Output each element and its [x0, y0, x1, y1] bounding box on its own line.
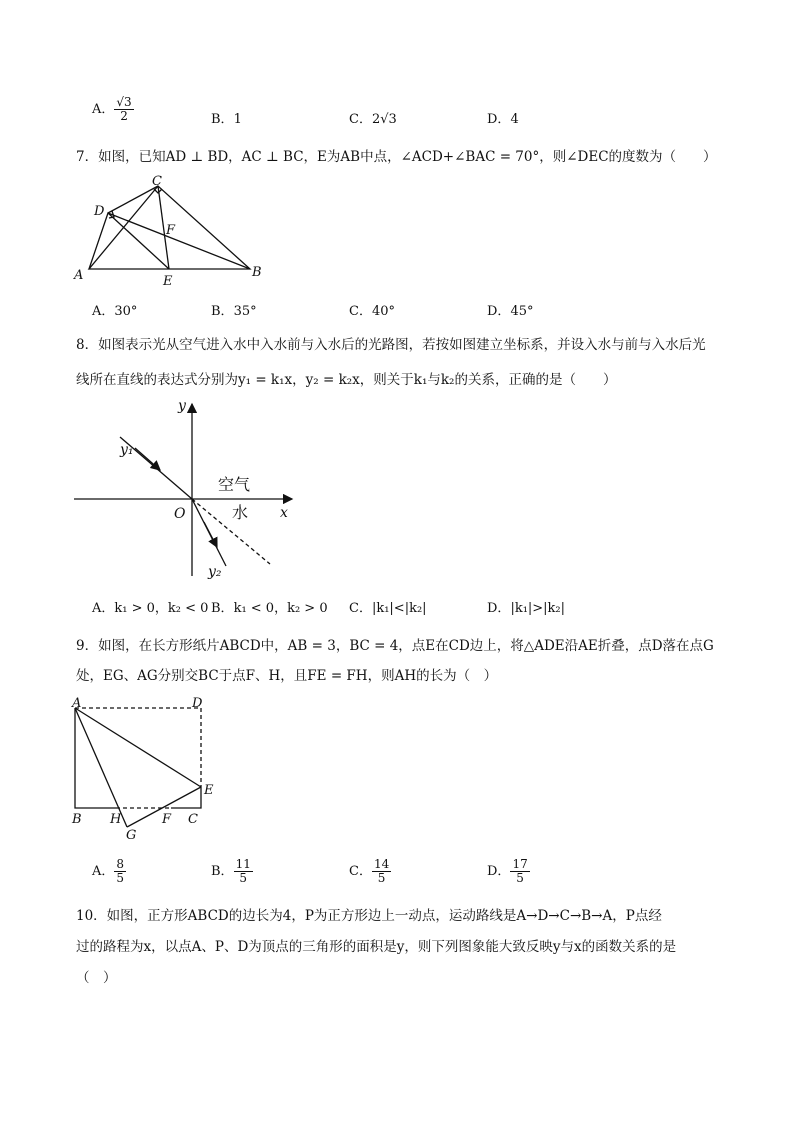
- q8-option-b: B．k₁ < 0，k₂ > 0: [211, 601, 328, 616]
- q8-line-extension: [192, 499, 270, 564]
- q7-label-d: D: [94, 204, 105, 219]
- q7-option-d: D．45°: [487, 304, 534, 319]
- q9-fold-line-ae: [75, 708, 201, 787]
- q9-label-e: E: [204, 783, 214, 798]
- q8-stem-line1: 8．如图表示光从空气进入水中入水前与入水后的光路图，若按如图建立坐标系，并设入水与前与入水后光: [76, 337, 706, 353]
- q7-figure: [70, 172, 280, 290]
- q8-label-o: O: [174, 506, 186, 522]
- q10-stem-line1: 10．如图，正方形ABCD的边长为4，P为正方形边上一动点，运动路线是A→D→C→B→A，P点经: [76, 908, 662, 924]
- q10-stem-line3: （ ）: [76, 970, 117, 986]
- q9-label-g: G: [126, 828, 137, 843]
- q8-figure: [70, 396, 310, 588]
- q6-option-d: D．4: [487, 112, 519, 127]
- q8-label-water: 水: [232, 503, 249, 522]
- q7-stem: 7．如图，已知AD ⊥ BD，AC ⊥ BC，E为AB中点，∠ACD+∠BAC = 70°，则∠DEC的度数为（ ）: [76, 149, 717, 165]
- q7-option-a: A．30°: [92, 304, 138, 319]
- q8-label-y2: y₂: [208, 564, 222, 580]
- q8-arrow-y1: [135, 448, 160, 470]
- q8-option-a: A．k₁ > 0，k₂ < 0: [92, 601, 209, 616]
- q9-label-b: B: [72, 812, 82, 827]
- q9-option-b: B． $\frac{11}{5}$: [211, 857, 251, 885]
- q7-label-f: F: [166, 223, 176, 238]
- q8-label-y1: y₁: [120, 442, 134, 458]
- q9-option-d: D． $\frac{17}{5}$: [487, 857, 528, 885]
- q9-stem-line2: 处，EG、AG分别交BC于点F、H，且FE = FH，则AH的长为（ ）: [76, 668, 498, 684]
- q9-label-h: H: [110, 812, 122, 827]
- q9-option-a: A． $\frac{8}{5}$: [92, 857, 125, 885]
- q8-stem-line2: 线所在直线的表达式分别为y₁ = k₁x，y₂ = k₂x，则关于k₁与k₂的关系，正确的是（ ）: [76, 372, 617, 388]
- q8-option-c: C．|k₁|<|k₂|: [349, 601, 427, 616]
- q7-triangle-adb: [89, 213, 250, 269]
- q10-stem-line2: 过的路程为x，以点A、P、D为顶点的三角形的面积是y，则下列图象能大致反映y与x的函数关系的是: [76, 939, 677, 955]
- q9-figure: [66, 697, 226, 845]
- q7-segment-dc: [108, 186, 158, 213]
- q8-label-x: x: [280, 505, 288, 521]
- q6-option-b: B．1: [211, 112, 242, 127]
- q9-segment-ag: [75, 708, 127, 827]
- q7-option-c: C．40°: [349, 304, 395, 319]
- q7-label-b: B: [252, 265, 262, 280]
- q8-arrow-y2: [204, 522, 217, 547]
- q8-label-y: y: [178, 398, 186, 414]
- q7-option-b: B．35°: [211, 304, 257, 319]
- q7-segment-de: [108, 213, 169, 269]
- q7-label-c: C: [152, 174, 162, 189]
- q9-stem-line1: 9．如图，在长方形纸片ABCD中，AB = 3，BC = 4，点E在CD边上，将△ADE沿AE折叠，点D落在点G: [76, 638, 714, 654]
- q7-label-a: A: [74, 268, 84, 283]
- q6-option-a: A． $\frac{√3}{2}$: [92, 95, 132, 123]
- q9-option-c: C． $\frac{14}{5}$: [349, 857, 390, 885]
- q9-label-a: A: [72, 697, 82, 711]
- q8-label-air: 空气: [218, 475, 251, 494]
- q9-label-f: F: [162, 812, 172, 827]
- q9-label-c: C: [188, 812, 198, 827]
- q9-label-d: D: [192, 697, 203, 711]
- q6-option-c: C．2√3: [349, 112, 397, 127]
- q8-option-d: D．|k₁|>|k₂|: [487, 601, 566, 616]
- q7-label-e: E: [163, 274, 173, 289]
